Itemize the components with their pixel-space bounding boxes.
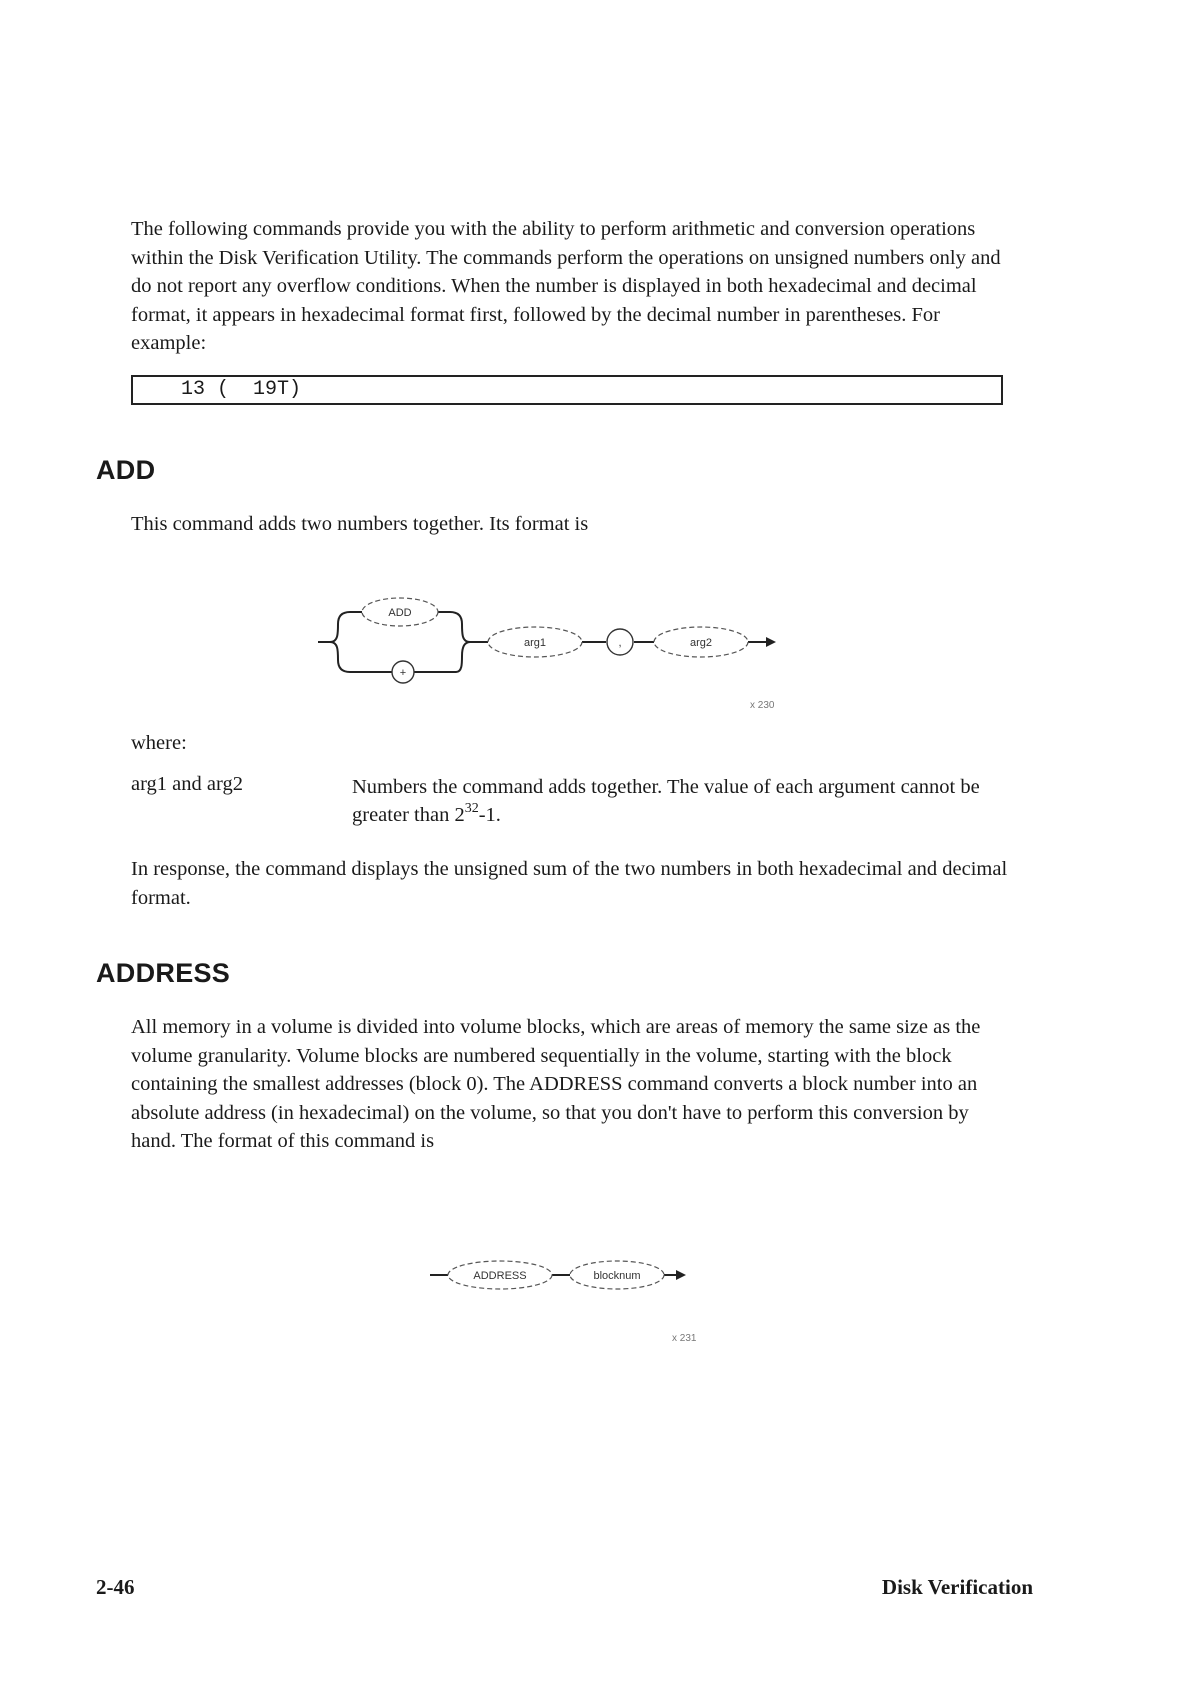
add-heading: ADD	[96, 455, 156, 485]
add-plus-label: +	[399, 667, 407, 679]
chapter-title: Disk Verification	[881, 1575, 1033, 1599]
comma-label: ,	[618, 637, 622, 649]
address-syntax-diagram	[428, 1253, 688, 1297]
add-keyword-label: ADD	[388, 607, 412, 619]
add-description: This command adds two numbers together. Its format is	[131, 513, 589, 535]
arg-definition-exponent: 32	[464, 801, 479, 816]
arg1-label: arg1	[523, 637, 547, 649]
example-output-box: 13 ( 19T)	[131, 375, 1003, 405]
arg-definition	[352, 773, 1012, 829]
intro-paragraph: The following commands provide you with the ability to perform arithmetic and conversion operations within the Disk Verification Utility. The commands perform the operations on unsigned numbers only and do not report any overflow conditions. When the number is displayed in both hexadecimal and decimal format, it appears in hexadecimal format first, followed by the decimal number in parentheses. For example:	[131, 218, 1001, 354]
address-keyword-label: ADDRESS	[473, 1270, 527, 1282]
blocknum-label: blocknum	[593, 1270, 641, 1282]
address-figure-number: x 231	[672, 1333, 697, 1344]
add-figure-number: x 230	[750, 700, 775, 711]
address-description: All memory in a volume is divided into volume blocks, which are areas of memory the same size as the volume granularity. Volume blocks are numbered sequentially in the volume, starting with the block containing the smallest addresses (block 0). The ADDRESS command converts a block number into an absolute address (in hexadecimal) on the volume, so that you don't have to perform this conversion by hand. The format of this command is	[131, 1016, 981, 1152]
address-heading: ADDRESS	[96, 958, 231, 988]
where-label: where:	[131, 732, 187, 754]
arg-term: arg1 and arg2	[131, 773, 243, 795]
arg2-label: arg2	[689, 637, 713, 649]
add-syntax-diagram	[310, 590, 780, 690]
arg-definition-text: Numbers the command adds together. The value of each argument cannot be greater than 2	[352, 776, 980, 826]
add-response: In response, the command displays the unsigned sum of the two numbers in both hexadecimal and decimal format.	[131, 858, 1008, 909]
page-number: 2-46	[96, 1575, 135, 1599]
arg-definition-suffix: -1.	[478, 804, 501, 826]
